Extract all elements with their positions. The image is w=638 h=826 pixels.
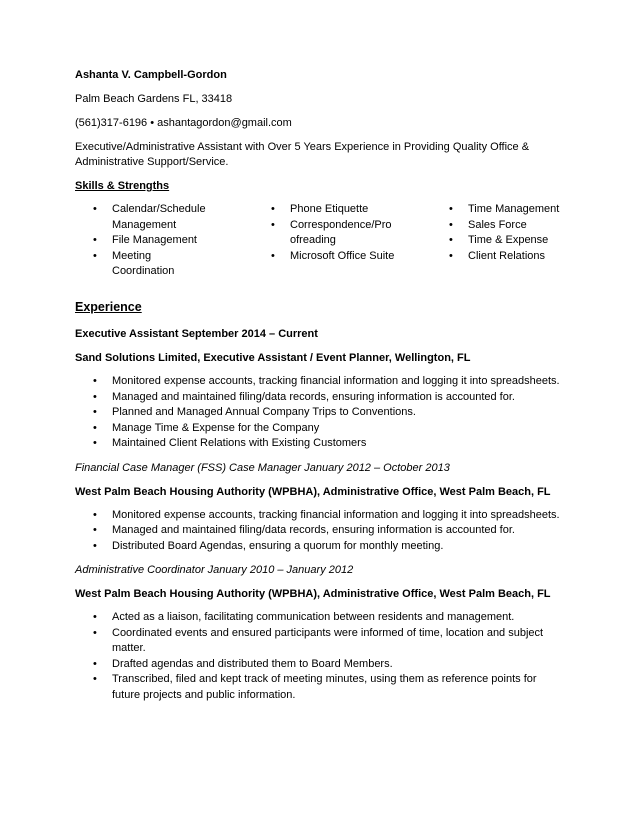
- duty-item: • Monitored expense accounts, tracking financial information and logging it into spreadsheets.: [75, 374, 565, 390]
- duty-item: • Planned and Managed Annual Company Trips to Conventions.: [75, 405, 565, 421]
- job-title: Executive Assistant September 2014 – Current: [75, 328, 318, 340]
- duty-item: • Managed and maintained filing/data records, ensuring information is accounted for.: [75, 390, 565, 406]
- experience-heading: Experience: [75, 299, 142, 314]
- skills-heading: Skills & Strengths: [75, 180, 170, 192]
- job-organization: West Palm Beach Housing Authority (WPBHA), Administrative Office, West Palm Beach, FL: [75, 485, 551, 498]
- job-duties: [75, 374, 565, 452]
- skill-item: • Correspondence/Pro ofreading: [253, 218, 395, 249]
- duty-item: • Drafted agendas and distributed them to Board Members.: [75, 657, 565, 673]
- skills-columns: [75, 202, 565, 280]
- duty-item: • Coordinated events and ensured participants were informed of time, location and subject matter.: [75, 626, 565, 657]
- applicant-name: Ashanta V. Campbell-Gordon: [75, 69, 227, 81]
- skill-item: • Meeting Coordination: [75, 249, 212, 280]
- skill-item: • Time & Expense: [431, 233, 565, 249]
- skills-column-2: [253, 202, 431, 280]
- location: Palm Beach Gardens FL, 33418: [75, 93, 233, 105]
- skill-item: • Time Management: [431, 202, 565, 218]
- skill-item: • Client Relations: [431, 249, 565, 265]
- skill-item: • File Management: [75, 233, 212, 249]
- skill-item: • Phone Etiquette: [253, 202, 395, 218]
- job-organization: West Palm Beach Housing Authority (WPBHA), Administrative Office, West Palm Beach, FL: [75, 588, 551, 600]
- skill-item: • Microsoft Office Suite: [253, 249, 395, 265]
- phone-email: (561)317-6196 • ashantagordon@gmail.com: [75, 117, 292, 129]
- job-title: Administrative Coordinator January 2010 – January 2012: [75, 564, 354, 576]
- duty-item: • Manage Time & Expense for the Company: [75, 421, 565, 437]
- job-organization: Sand Solutions Limited, Executive Assistant / Event Planner, Wellington, FL: [75, 352, 471, 364]
- job-title: Financial Case Manager (FSS) Case Manager January 2012 – October 2013: [75, 461, 450, 474]
- duty-item: • Distributed Board Agendas, ensuring a quorum for monthly meeting.: [75, 539, 565, 555]
- skill-item: • Calendar/Schedule Management: [75, 202, 212, 233]
- skill-item: • Sales Force: [431, 218, 565, 234]
- duty-item: • Managed and maintained filing/data records, ensuring information is accounted for.: [75, 523, 565, 539]
- duty-item: • Monitored expense accounts, tracking financial information and logging it into spreadsheets.: [75, 508, 565, 524]
- skills-column-3: [431, 202, 565, 280]
- job-duties: [75, 610, 565, 703]
- summary: Executive/Administrative Assistant with Over 5 Years Experience in Providing Quality Office & Administrative Support/Service.: [75, 141, 530, 168]
- duty-item: • Transcribed, filed and kept track of meeting minutes, using them as reference points for future projects and public information.: [75, 672, 565, 703]
- duty-item: • Maintained Client Relations with Existing Customers: [75, 436, 565, 452]
- skills-column-1: [75, 202, 253, 280]
- job-duties: [75, 508, 565, 555]
- duty-item: • Acted as a liaison, facilitating communication between residents and management.: [75, 610, 565, 626]
- resume-page: [75, 68, 565, 703]
